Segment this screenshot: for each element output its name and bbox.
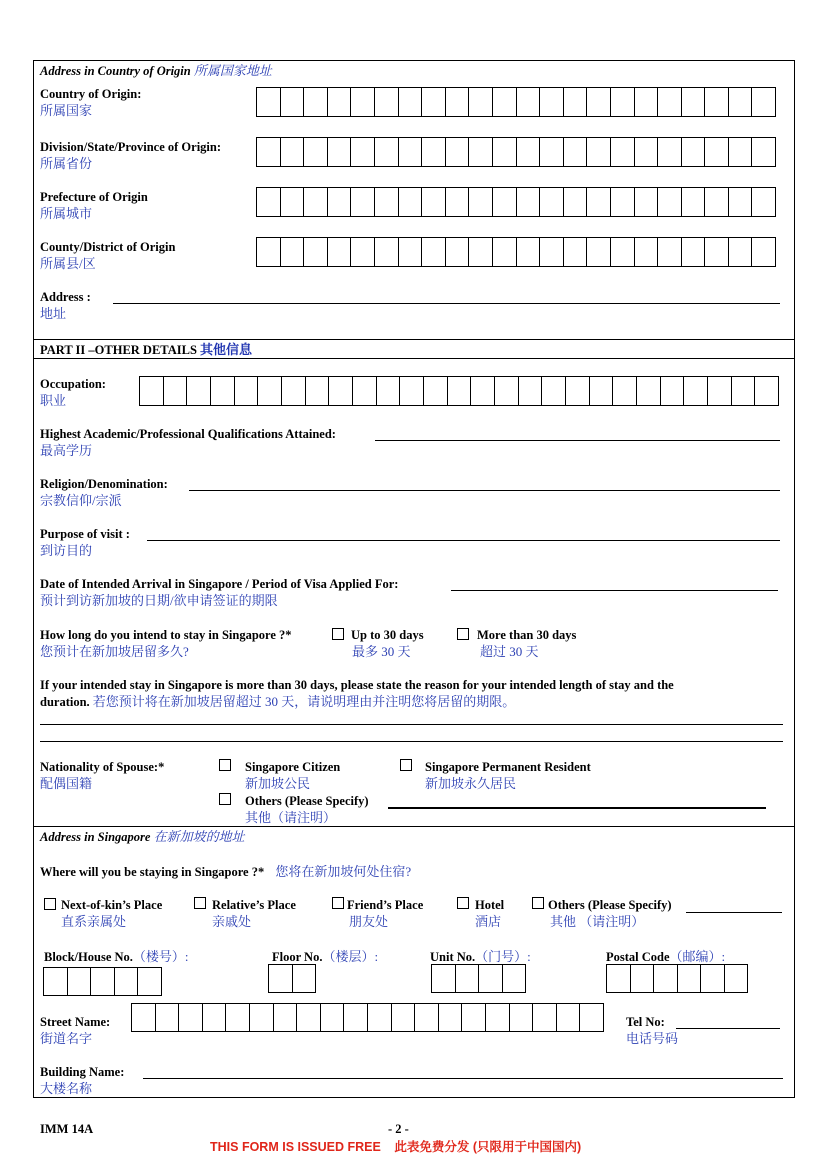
char-box[interactable] xyxy=(164,377,188,405)
char-box[interactable] xyxy=(732,377,756,405)
char-box[interactable] xyxy=(469,188,493,216)
stay-hotel-checkbox[interactable] xyxy=(457,897,469,909)
tel-line[interactable] xyxy=(676,1028,780,1029)
char-box[interactable] xyxy=(351,88,375,116)
county-label: County/District of Origin xyxy=(40,240,176,254)
where-question-cn: 您将在新加坡何处住宿? xyxy=(275,864,412,879)
building-label-cn: 大楼名称 xyxy=(40,1081,93,1096)
char-box[interactable] xyxy=(635,138,659,166)
building-line[interactable] xyxy=(143,1078,783,1079)
unit-label xyxy=(430,949,531,965)
stay-upto30-label: Up to 30 days xyxy=(351,628,424,642)
char-box[interactable] xyxy=(725,965,749,992)
page-number: - 2 - xyxy=(388,1122,409,1136)
char-box[interactable] xyxy=(752,188,776,216)
char-box[interactable] xyxy=(635,188,659,216)
occupation-label-cn: 职业 xyxy=(40,393,67,408)
char-box[interactable] xyxy=(587,188,611,216)
char-box[interactable] xyxy=(304,88,328,116)
stay-others-label-cn: 其他 （请注明） xyxy=(550,914,645,929)
part2-title xyxy=(40,342,252,358)
stay-nok-checkbox[interactable] xyxy=(44,898,56,910)
spouse-citizen-checkbox[interactable] xyxy=(219,759,231,771)
char-box[interactable] xyxy=(138,968,162,995)
char-box[interactable] xyxy=(469,88,493,116)
char-box[interactable] xyxy=(377,377,401,405)
stay-morethan30-label: More than 30 days xyxy=(477,628,577,642)
char-box[interactable] xyxy=(564,88,588,116)
spouse-citizen-label-cn: 新加坡公民 xyxy=(245,776,311,791)
floor-label-cn: （楼层）: xyxy=(322,949,379,964)
qualification-label-cn: 最高学历 xyxy=(40,443,93,458)
stay-hotel-label-cn: 酒店 xyxy=(475,914,502,929)
prefecture-char-boxes[interactable] xyxy=(256,187,776,217)
street-label-cn: 街道名字 xyxy=(40,1031,93,1046)
char-box[interactable] xyxy=(729,238,753,266)
arrival-line[interactable] xyxy=(451,590,778,591)
char-box[interactable] xyxy=(705,238,729,266)
char-box[interactable] xyxy=(613,377,637,405)
char-box[interactable] xyxy=(353,377,377,405)
char-box[interactable] xyxy=(115,968,139,995)
char-box[interactable] xyxy=(456,965,480,992)
postal-char-boxes[interactable] xyxy=(606,964,748,993)
char-box[interactable] xyxy=(542,377,566,405)
char-box[interactable] xyxy=(439,1004,463,1031)
char-box[interactable] xyxy=(705,138,729,166)
char-box[interactable] xyxy=(486,1004,510,1031)
char-box[interactable] xyxy=(635,238,659,266)
char-box[interactable] xyxy=(448,377,472,405)
char-box[interactable] xyxy=(611,88,635,116)
char-box[interactable] xyxy=(328,138,352,166)
purpose-label: Purpose of visit : xyxy=(40,527,130,541)
char-box[interactable] xyxy=(705,188,729,216)
char-box[interactable] xyxy=(682,138,706,166)
char-box[interactable] xyxy=(293,965,317,992)
char-box[interactable] xyxy=(611,238,635,266)
char-box[interactable] xyxy=(729,88,753,116)
reason-line-1[interactable] xyxy=(40,724,783,725)
char-box[interactable] xyxy=(257,188,281,216)
stay-nok-label: Next-of-kin’s Place xyxy=(61,898,163,912)
char-box[interactable] xyxy=(755,377,779,405)
postal-label-en: Postal Code xyxy=(606,950,670,964)
char-box[interactable] xyxy=(422,188,446,216)
char-box[interactable] xyxy=(187,377,211,405)
char-box[interactable] xyxy=(517,138,541,166)
stay-relative-label-cn: 亲戚处 xyxy=(212,914,252,929)
stay-friend-label: Friend’s Place xyxy=(347,898,424,912)
char-box[interactable] xyxy=(282,377,306,405)
stay-others-checkbox[interactable] xyxy=(532,897,544,909)
char-box[interactable] xyxy=(658,188,682,216)
char-box[interactable] xyxy=(392,1004,416,1031)
char-box[interactable] xyxy=(631,965,655,992)
char-box[interactable] xyxy=(156,1004,180,1031)
char-box[interactable] xyxy=(211,377,235,405)
spouse-pr-label-cn: 新加坡永久居民 xyxy=(425,776,517,791)
origin-address-label-cn: 地址 xyxy=(40,306,67,321)
block-char-boxes[interactable] xyxy=(43,967,162,996)
occupation-char-boxes[interactable] xyxy=(139,376,779,406)
char-box[interactable] xyxy=(257,88,281,116)
char-box[interactable] xyxy=(517,188,541,216)
unit-label-en: Unit No. xyxy=(430,950,476,964)
char-box[interactable] xyxy=(306,377,330,405)
char-box[interactable] xyxy=(446,88,470,116)
char-box[interactable] xyxy=(540,188,564,216)
origin-address-label: Address : xyxy=(40,290,91,304)
char-box[interactable] xyxy=(422,138,446,166)
char-box[interactable] xyxy=(281,188,305,216)
char-box[interactable] xyxy=(257,138,281,166)
origin-section-title-cn: 所属国家地址 xyxy=(193,63,272,78)
char-box[interactable] xyxy=(68,968,92,995)
char-box[interactable] xyxy=(351,238,375,266)
char-box[interactable] xyxy=(399,138,423,166)
char-box[interactable] xyxy=(729,188,753,216)
char-box[interactable] xyxy=(91,968,115,995)
part2-title-cn: 其他信息 xyxy=(200,342,253,357)
char-box[interactable] xyxy=(250,1004,274,1031)
char-box[interactable] xyxy=(682,188,706,216)
spouse-others-checkbox[interactable] xyxy=(219,793,231,805)
char-box[interactable] xyxy=(493,138,517,166)
char-box[interactable] xyxy=(269,965,293,992)
char-box[interactable] xyxy=(503,965,527,992)
char-box[interactable] xyxy=(564,138,588,166)
reason-instruction-line1: If your intended stay in Singapore is more than 30 days, please state the reason for your intended length of stay and the xyxy=(40,678,674,692)
char-box[interactable] xyxy=(399,88,423,116)
stay-relative-label: Relative’s Place xyxy=(212,898,296,912)
char-box[interactable] xyxy=(226,1004,250,1031)
char-box[interactable] xyxy=(564,188,588,216)
free-notice xyxy=(210,1137,581,1155)
char-box[interactable] xyxy=(580,1004,604,1031)
divider-part2-bottom xyxy=(33,358,795,359)
spouse-others-label-cn: 其他（请注明） xyxy=(245,810,337,825)
char-box[interactable] xyxy=(281,138,305,166)
stay-morethan30-checkbox[interactable] xyxy=(457,628,469,640)
spouse-pr-checkbox[interactable] xyxy=(400,759,412,771)
char-box[interactable] xyxy=(729,138,753,166)
char-box[interactable] xyxy=(540,238,564,266)
char-box[interactable] xyxy=(493,238,517,266)
char-box[interactable] xyxy=(495,377,519,405)
char-box[interactable] xyxy=(446,238,470,266)
char-box[interactable] xyxy=(304,238,328,266)
char-box[interactable] xyxy=(661,377,685,405)
char-box[interactable] xyxy=(328,88,352,116)
char-box[interactable] xyxy=(400,377,424,405)
char-box[interactable] xyxy=(658,238,682,266)
char-box[interactable] xyxy=(557,1004,581,1031)
char-box[interactable] xyxy=(422,238,446,266)
char-box[interactable] xyxy=(682,88,706,116)
free-notice-en: THIS FORM IS ISSUED FREE xyxy=(210,1140,381,1154)
char-box[interactable] xyxy=(479,965,503,992)
stay-question-cn: 您预计在新加坡居留多久? xyxy=(40,644,189,659)
char-box[interactable] xyxy=(281,88,305,116)
occupation-label: Occupation: xyxy=(40,377,106,391)
char-box[interactable] xyxy=(607,965,631,992)
building-label: Building Name: xyxy=(40,1065,125,1079)
char-box[interactable] xyxy=(422,88,446,116)
division-char-boxes[interactable] xyxy=(256,137,776,167)
divider-singapore-section xyxy=(33,826,795,827)
unit-label-cn: （门号）: xyxy=(475,949,531,964)
char-box[interactable] xyxy=(587,238,611,266)
postal-label xyxy=(606,949,725,965)
char-box[interactable] xyxy=(469,238,493,266)
spouse-others-label: Others (Please Specify) xyxy=(245,794,369,808)
religion-label: Religion/Denomination: xyxy=(40,477,168,491)
stay-upto30-checkbox[interactable] xyxy=(332,628,344,640)
char-box[interactable] xyxy=(611,188,635,216)
char-box[interactable] xyxy=(566,377,590,405)
char-box[interactable] xyxy=(658,88,682,116)
stay-friend-label-cn: 朋友处 xyxy=(349,914,389,929)
prefecture-label-cn: 所属城市 xyxy=(40,206,93,221)
char-box[interactable] xyxy=(375,138,399,166)
char-box[interactable] xyxy=(462,1004,486,1031)
stay-others-label: Others (Please Specify) xyxy=(548,898,672,912)
char-box[interactable] xyxy=(329,377,353,405)
char-box[interactable] xyxy=(682,238,706,266)
char-box[interactable] xyxy=(132,1004,156,1031)
qualification-label: Highest Academic/Professional Qualifications Attained: xyxy=(40,427,336,441)
char-box[interactable] xyxy=(635,88,659,116)
part2-title-en: PART II –OTHER DETAILS xyxy=(40,343,197,357)
block-label-en: Block/House No. xyxy=(44,950,133,964)
spouse-citizen-label: Singapore Citizen xyxy=(245,760,341,774)
char-box[interactable] xyxy=(705,88,729,116)
char-box[interactable] xyxy=(752,88,776,116)
purpose-label-cn: 到访目的 xyxy=(40,543,93,558)
street-label: Street Name: xyxy=(40,1015,111,1029)
stay-friend-checkbox[interactable] xyxy=(332,897,344,909)
spouse-label: Nationality of Spouse:* xyxy=(40,760,165,774)
char-box[interactable] xyxy=(446,138,470,166)
arrival-label: Date of Intended Arrival in Singapore / Period of Visa Applied For: xyxy=(40,577,399,591)
char-box[interactable] xyxy=(258,377,282,405)
char-box[interactable] xyxy=(564,238,588,266)
char-box[interactable] xyxy=(351,188,375,216)
char-box[interactable] xyxy=(678,965,702,992)
where-question-en: Where will you be staying in Singapore ?* xyxy=(40,865,265,879)
spouse-others-line[interactable] xyxy=(388,807,766,809)
division-label-cn: 所属省份 xyxy=(40,156,93,171)
postal-label-cn: （邮编）: xyxy=(669,949,726,964)
char-box[interactable] xyxy=(540,88,564,116)
purpose-line[interactable] xyxy=(147,540,780,541)
spouse-label-cn: 配偶国籍 xyxy=(40,776,93,791)
floor-label xyxy=(272,949,378,965)
stay-question: How long do you intend to stay in Singapore ?* xyxy=(40,628,292,642)
stay-morethan30-label-cn: 超过 30 天 xyxy=(480,644,539,659)
char-box[interactable] xyxy=(519,377,543,405)
char-box[interactable] xyxy=(611,138,635,166)
stay-nok-label-cn: 直系亲属处 xyxy=(61,914,127,929)
char-box[interactable] xyxy=(235,377,259,405)
char-box[interactable] xyxy=(510,1004,534,1031)
singapore-section-title xyxy=(40,829,245,845)
arrival-label-cn: 预计到访新加坡的日期/欲申请签证的期限 xyxy=(40,593,278,608)
char-box[interactable] xyxy=(533,1004,557,1031)
char-box[interactable] xyxy=(281,238,305,266)
char-box[interactable] xyxy=(297,1004,321,1031)
block-label-cn: （楼号）: xyxy=(132,949,189,964)
char-box[interactable] xyxy=(257,238,281,266)
singapore-section-title-en: Address in Singapore xyxy=(40,830,151,844)
country-label: Country of Origin: xyxy=(40,87,142,101)
free-notice-cn: 此表免费分发 (只限用于中国国内) xyxy=(394,1140,582,1154)
origin-section-title xyxy=(40,63,272,79)
char-box[interactable] xyxy=(752,238,776,266)
where-question xyxy=(40,864,411,880)
country-char-boxes[interactable] xyxy=(256,87,776,117)
origin-section-title-en: Address in Country of Origin xyxy=(40,64,191,78)
char-box[interactable] xyxy=(517,88,541,116)
char-box[interactable] xyxy=(368,1004,392,1031)
char-box[interactable] xyxy=(203,1004,227,1031)
char-box[interactable] xyxy=(708,377,732,405)
tel-label: Tel No: xyxy=(626,1015,665,1029)
char-box[interactable] xyxy=(469,138,493,166)
origin-address-line[interactable] xyxy=(113,303,780,304)
char-box[interactable] xyxy=(375,188,399,216)
county-label-cn: 所属县/区 xyxy=(40,256,96,271)
reason-line-2[interactable] xyxy=(40,741,783,742)
floor-label-en: Floor No. xyxy=(272,950,323,964)
char-box[interactable] xyxy=(304,188,328,216)
char-box[interactable] xyxy=(375,238,399,266)
char-box[interactable] xyxy=(471,377,495,405)
religion-label-cn: 宗教信仰/宗派 xyxy=(40,493,122,508)
spouse-pr-label: Singapore Permanent Resident xyxy=(425,760,591,774)
char-box[interactable] xyxy=(328,188,352,216)
char-box[interactable] xyxy=(446,188,470,216)
char-box[interactable] xyxy=(415,1004,439,1031)
char-box[interactable] xyxy=(540,138,564,166)
county-char-boxes[interactable] xyxy=(256,237,776,267)
char-box[interactable] xyxy=(587,138,611,166)
char-box[interactable] xyxy=(321,1004,345,1031)
division-label: Division/State/Province of Origin: xyxy=(40,140,222,154)
char-box[interactable] xyxy=(493,88,517,116)
char-box[interactable] xyxy=(654,965,678,992)
form-code: IMM 14A xyxy=(40,1122,94,1136)
prefecture-label: Prefecture of Origin xyxy=(40,190,148,204)
char-box[interactable] xyxy=(587,88,611,116)
religion-line[interactable] xyxy=(189,490,780,491)
char-box[interactable] xyxy=(752,138,776,166)
reason-instruction-cn: 若您预计将在新加坡居留超过 30 天，请说明理由并注明您将居留的期限。 xyxy=(92,694,516,709)
char-box[interactable] xyxy=(44,968,68,995)
country-label-cn: 所属国家 xyxy=(40,103,93,118)
street-char-boxes[interactable] xyxy=(131,1003,604,1032)
char-box[interactable] xyxy=(424,377,448,405)
char-box[interactable] xyxy=(179,1004,203,1031)
char-box[interactable] xyxy=(375,88,399,116)
char-box[interactable] xyxy=(658,138,682,166)
divider-part2-top xyxy=(33,339,795,340)
reason-instruction-line2 xyxy=(40,694,515,710)
floor-char-boxes[interactable] xyxy=(268,964,316,993)
qualification-line[interactable] xyxy=(375,440,780,441)
char-box[interactable] xyxy=(493,188,517,216)
char-box[interactable] xyxy=(590,377,614,405)
char-box[interactable] xyxy=(140,377,164,405)
stay-relative-checkbox[interactable] xyxy=(194,897,206,909)
char-box[interactable] xyxy=(432,965,456,992)
unit-char-boxes[interactable] xyxy=(431,964,526,993)
block-label xyxy=(44,949,189,965)
char-box[interactable] xyxy=(399,238,423,266)
char-box[interactable] xyxy=(328,238,352,266)
reason-instruction-duration: duration. xyxy=(40,695,90,709)
char-box[interactable] xyxy=(637,377,661,405)
char-box[interactable] xyxy=(701,965,725,992)
char-box[interactable] xyxy=(344,1004,368,1031)
char-box[interactable] xyxy=(274,1004,298,1031)
stay-hotel-label: Hotel xyxy=(475,898,505,912)
char-box[interactable] xyxy=(684,377,708,405)
char-box[interactable] xyxy=(304,138,328,166)
char-box[interactable] xyxy=(517,238,541,266)
stay-upto30-label-cn: 最多 30 天 xyxy=(352,644,411,659)
tel-label-cn: 电话号码 xyxy=(626,1031,679,1046)
char-box[interactable] xyxy=(351,138,375,166)
char-box[interactable] xyxy=(399,188,423,216)
singapore-section-title-cn: 在新加坡的地址 xyxy=(153,829,245,844)
stay-others-line[interactable] xyxy=(686,912,782,913)
